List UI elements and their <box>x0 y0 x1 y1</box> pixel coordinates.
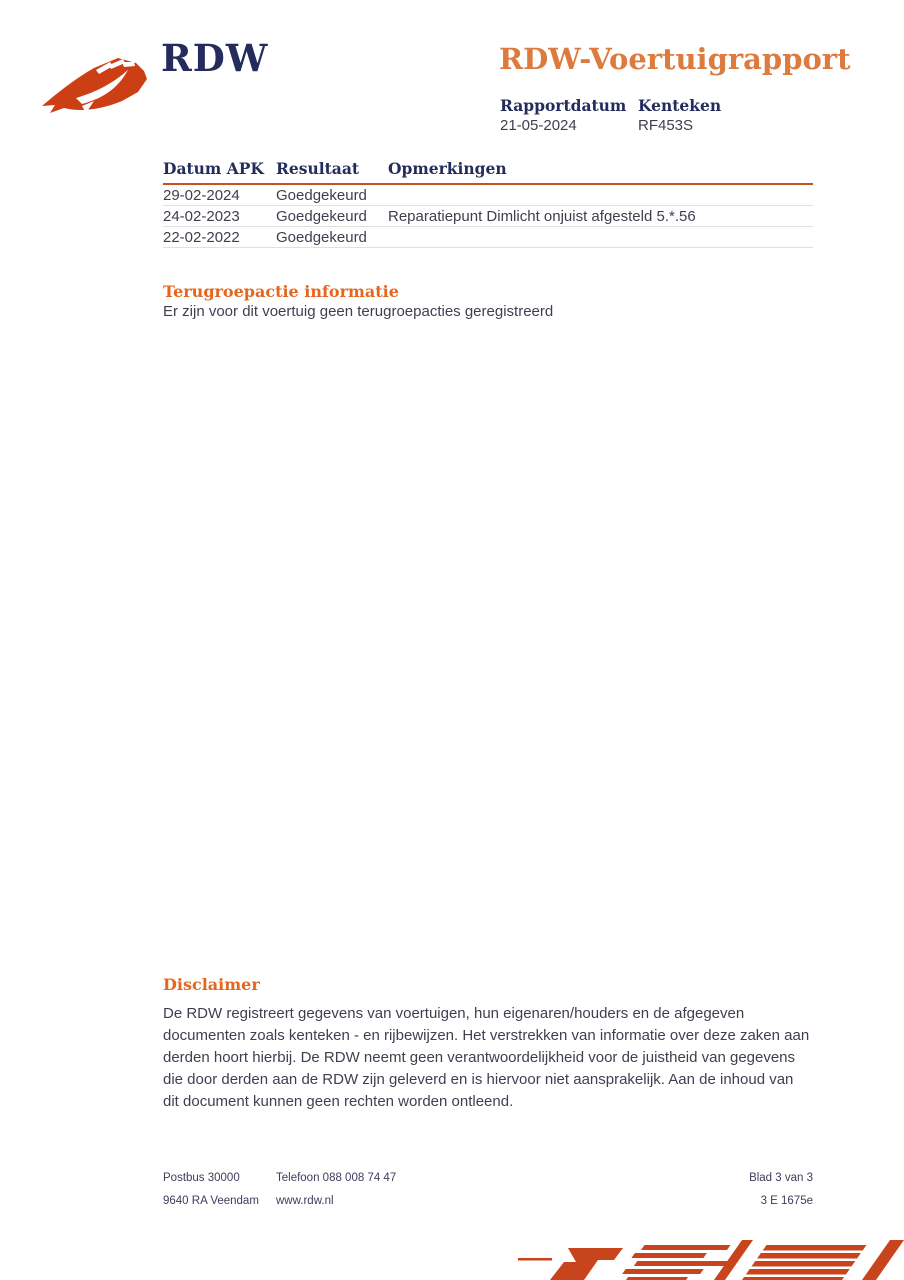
license-plate-label: Kenteken <box>638 96 722 115</box>
footer-website: www.rdw.nl <box>276 1195 334 1207</box>
footer-phone: Telefoon 088 008 74 47 <box>276 1172 397 1184</box>
recall-section-heading: Terugroepactie informatie <box>163 282 399 301</box>
column-header-opmerkingen: Opmerkingen <box>388 159 507 178</box>
rdw-speed-stripes-icon <box>518 1240 904 1280</box>
recall-section-text: Er zijn voor dit voertuig geen terugroepacties geregistreerd <box>163 303 554 320</box>
column-header-datum-apk: Datum APK <box>163 159 264 178</box>
footer-form-code: 3 E 1675e <box>760 1195 813 1207</box>
footer-city: 9640 RA Veendam <box>163 1195 259 1207</box>
cell-resultaat: Goedgekeurd <box>276 207 367 225</box>
footer-postbus: Postbus 30000 <box>163 1172 240 1184</box>
cell-resultaat: Goedgekeurd <box>276 186 367 204</box>
cell-datum: 29-02-2024 <box>163 186 240 204</box>
report-date-value: 21-05-2024 <box>500 117 577 134</box>
table-row <box>163 227 813 248</box>
cell-resultaat: Goedgekeurd <box>276 228 367 246</box>
cell-opmerkingen: Reparatiepunt Dimlicht onjuist afgesteld 5.*.56 <box>388 207 696 225</box>
cell-datum: 24-02-2023 <box>163 207 240 225</box>
column-header-resultaat: Resultaat <box>276 159 360 178</box>
license-plate-value: RF453S <box>638 117 694 134</box>
page-title: RDW-Voertuigrapport <box>499 42 851 76</box>
footer-page-indicator: Blad 3 van 3 <box>749 1172 813 1184</box>
cell-datum: 22-02-2022 <box>163 228 240 246</box>
rdw-logo-text: RDW <box>161 36 269 80</box>
table-row <box>163 206 813 227</box>
table-row <box>163 185 813 206</box>
table-header-row <box>163 159 813 185</box>
disclaimer-text: De RDW registreert gegevens van voertuigen, hun eigenaren/houders en de afgegeven documenten zoals kenteken - en rijbewijzen. Het verstrekken van informatie over deze zaken aan derden hoort hierbij. De RDW neemt geen verantwoordelijkheid voor de juistheid van gegevens die door derden aan de RDW zijn geleverd en is hiervoor niet aansprakelijk. Aan de inhoud van dit document kunnen geen rechten worden ontleend. <box>163 1005 810 1110</box>
disclaimer-heading: Disclaimer <box>163 975 260 994</box>
report-date-label: Rapportdatum <box>500 96 627 115</box>
apk-history-table <box>163 159 813 248</box>
rdw-wing-flag-icon <box>38 50 152 118</box>
